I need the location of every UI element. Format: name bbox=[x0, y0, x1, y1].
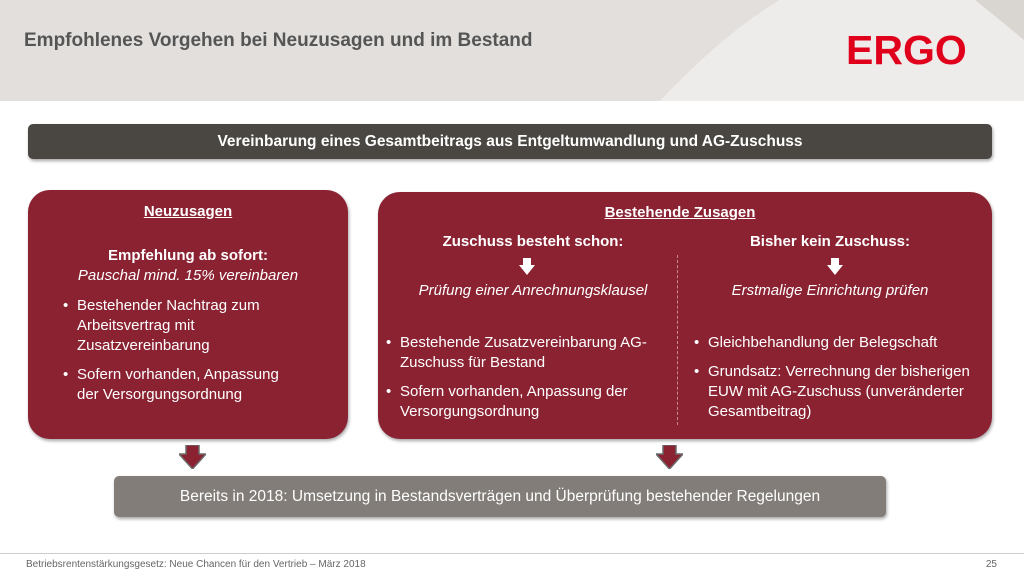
page-number: 25 bbox=[985, 559, 997, 570]
bottom-summary-text: Bereits in 2018: Umsetzung in Bestandsverträgen und Überprüfung bestehender Regelungen bbox=[179, 487, 821, 505]
neuzusagen-bullet: • Bestehender Nachtrag zum Arbeitsvertrag mit Zusatzvereinbarung bbox=[61, 296, 301, 356]
neuzusagen-bullet: • Sofern vorhanden, Anpassung der Versorgungsordnung bbox=[61, 365, 301, 405]
ergo-logo: ERGO bbox=[846, 27, 967, 73]
recommendation-title: Empfehlung ab sofort: bbox=[108, 247, 268, 264]
arrow-down-icon bbox=[656, 445, 683, 469]
zuschuss-besteht-bullet: • Bestehende Zusatzvereinbarung AG-Zuschuss für Bestand bbox=[384, 333, 674, 373]
bestehende-heading: Bestehende Zusagen bbox=[604, 204, 756, 221]
bestehende-zusagen-box bbox=[378, 192, 992, 439]
column-divider bbox=[677, 255, 678, 425]
footer-divider bbox=[0, 553, 1024, 554]
zuschuss-besteht-subtitle: Prüfung einer Anrechnungsklausel bbox=[418, 282, 648, 299]
kein-zuschuss-bullet-list bbox=[692, 333, 977, 431]
neuzusagen-box bbox=[28, 190, 348, 439]
neuzusagen-bullet-list bbox=[61, 296, 301, 414]
top-banner bbox=[28, 124, 992, 159]
kein-zuschuss-subtitle: Erstmalige Einrichtung prüfen bbox=[731, 282, 929, 299]
footer-text: Betriebsrentenstärkungsgesetz: Neue Chancen für den Vertrieb – März 2018 bbox=[26, 559, 366, 570]
kein-zuschuss-bullet: • Grundsatz: Verrechnung der bisherigen EUW mit AG-Zuschuss (unveränderter Gesamtbeitrag) bbox=[692, 362, 977, 422]
bottom-summary-box bbox=[114, 476, 886, 517]
kein-zuschuss-bullet: • Gleichbehandlung der Belegschaft bbox=[692, 333, 977, 353]
kein-zuschuss-title: Bisher kein Zuschuss: bbox=[749, 233, 911, 250]
zuschuss-besteht-bullet: • Sofern vorhanden, Anpassung der Versorgungsordnung bbox=[384, 382, 674, 422]
zuschuss-besteht-bullet-list bbox=[384, 333, 674, 431]
arrow-down-icon bbox=[827, 258, 843, 275]
page-title: Empfohlenes Vorgehen bei Neuzusagen und im Bestand bbox=[24, 30, 533, 51]
top-banner-text: Vereinbarung eines Gesamtbeitrags aus Entgeltumwandlung und AG-Zuschuss bbox=[217, 132, 803, 150]
recommendation-subtitle: Pauschal mind. 15% vereinbaren bbox=[77, 267, 299, 284]
neuzusagen-heading: Neuzusagen bbox=[143, 203, 233, 220]
arrow-down-icon bbox=[179, 445, 206, 469]
arrow-down-icon bbox=[519, 258, 535, 275]
zuschuss-besteht-title: Zuschuss besteht schon: bbox=[442, 233, 624, 250]
